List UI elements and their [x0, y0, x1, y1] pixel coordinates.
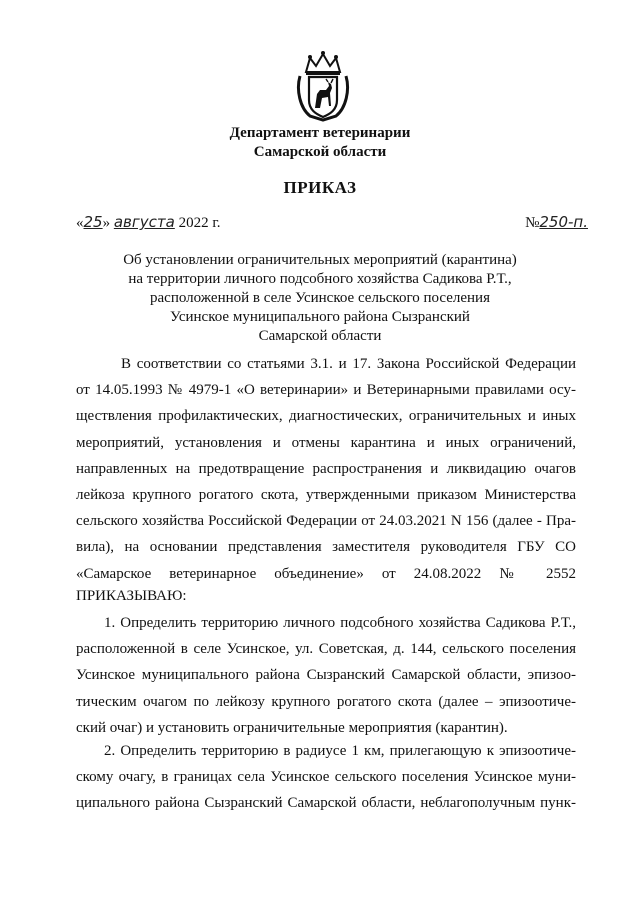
subject-line: Усинское муниципального района Сызранский [170, 309, 470, 325]
date-day: 25 [83, 213, 103, 231]
preamble-paragraph [76, 351, 576, 587]
department-name-line1: Департамент ветеринарии [229, 125, 411, 141]
item-1-line: 1. Определить территорию личного подсобного хозяйства Садикова Р.Т., [104, 615, 576, 631]
date-year: 2022 г. [178, 215, 221, 231]
preamble-line: направленных на предотвращение распространения и ликвидацию очагов [76, 460, 576, 477]
order-subject [0, 251, 640, 346]
department-name-line2: Самарской области [253, 144, 387, 160]
preamble-line: «Самарское ветеринарное объединение» от 24.08.2022 № 2552 [76, 565, 576, 582]
date-month: августа [113, 213, 175, 231]
item-1-line: расположенной в селе Усинское, ул. Советская, д. 144, сельского поселения [76, 641, 576, 658]
subject-line: Об установлении ограничительных мероприятий (карантина) [123, 252, 517, 268]
date-close-quote: » [102, 215, 111, 231]
preamble-line: мероприятий, установления и отмены карантина и иных ограничений, [76, 434, 576, 451]
preamble-line: В соответствии со статьями 3.1. и 17. Закона Российской Федерации [121, 356, 576, 372]
preamble-line: ществления профилактических, диагностических, ограничительных и иных [76, 408, 576, 425]
preamble-line: сельского хозяйства Российской Федерации от 24.03.2021 N 156 (далее - Пра- [76, 513, 576, 530]
number-prefix: № [525, 215, 540, 231]
subject-line: Самарской области [258, 328, 382, 344]
order-date [76, 213, 221, 232]
item-1-line: ский очаг) и установить ограничительные мероприятия (карантин). [76, 719, 508, 736]
samara-coat-of-arms-icon [296, 50, 350, 122]
date-open-quote: « [76, 215, 84, 231]
item-1-line: тическим очагом по лейкозу крупного рогатого скота (далее – эпизоотиче- [76, 693, 576, 710]
preamble-line: лейкоза крупного рогатого скота, утвержденными приказом Министерства [76, 487, 576, 504]
item-2-line: скому очагу, в границах села Усинское сельского поселения Усинское муни- [76, 769, 576, 786]
order-word: ПРИКАЗЫВАЮ: [76, 588, 187, 604]
item-2-line: 2. Определить территорию в радиусе 1 км, прилегающую к эпизоотиче- [104, 743, 576, 759]
preamble-line: от 14.05.1993 № 4979-1 «О ветеринарии» и Ветеринарными правилами осу- [76, 382, 576, 399]
order-number [525, 213, 588, 232]
item-2-line: ципального района Сызранский Самарской области, неблагополучным пунк- [76, 795, 576, 812]
item-1-paragraph [76, 610, 576, 741]
item-1-line: Усинское муниципального района Сызранский Самарской области, эпизоо- [76, 667, 576, 684]
subject-line: на территории личного подсобного хозяйства Садикова Р.Т., [128, 271, 512, 287]
subject-line: расположенной в селе Усинское сельского поселения [150, 290, 490, 306]
document-title: ПРИКАЗ [283, 178, 357, 197]
item-2-paragraph [76, 738, 576, 817]
preamble-line: вила), на основании представления заместителя руководителя ГБУ СО [76, 539, 576, 556]
number-value: 250-п. [539, 213, 588, 231]
